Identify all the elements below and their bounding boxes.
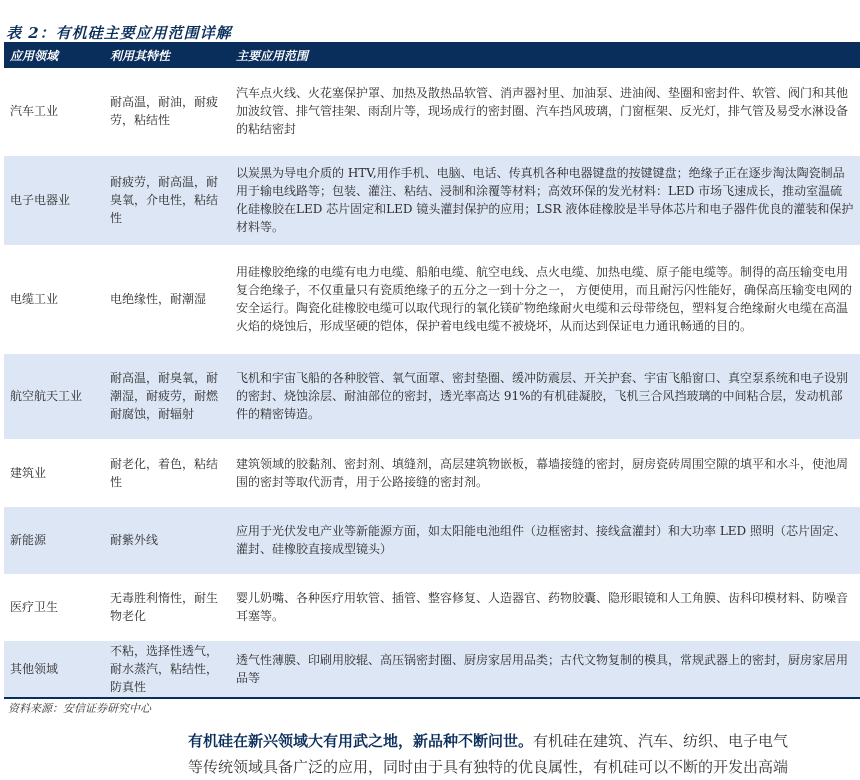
table-row bbox=[4, 439, 860, 506]
row-application: 婴儿奶嘴、各种医疗用软管、插管、整容修复、人造器官、药物胶囊、隐形眼镜和人工角膜、齿科印模材料、防噪音耳塞等。 bbox=[230, 574, 860, 640]
row-application: 以炭黑为导电介质的 HTV,用作手机、电脑、电话、传真机各种电器键盘的按键键盘；绝缘子正在逐步淘汰陶瓷制品用于输电线路等；包装、灌注、粘结、浸制和涂覆等材料；高效环保的发光材料：LED 市场飞速成长，推动室温硫化硅橡胶在LED 芯片固定和LED 镜头灌封保护的应用；LSR 液体硅橡胶是半导体芯片和电子器件优良的灌装和保护材料等。 bbox=[230, 155, 860, 245]
row-application: 汽车点火线、火花塞保护罩、加热及散热品软管、消声器衬里、加油泵、进油阀、垫圈和密封件、软管、阀门和其他加波纹管、排气管挂架、雨刮片等，现场成行的密封圈、汽车挡风玻璃，门窗框架、反光灯，排气管及易受水淋设备的粘结密封 bbox=[230, 68, 860, 155]
source-note: 资料来源：安信证券研究中心 bbox=[8, 702, 151, 715]
row-field: 汽车工业 bbox=[4, 68, 104, 155]
row-property: 电绝缘性，耐潮湿 bbox=[104, 245, 230, 353]
row-application: 飞机和宇宙飞船的各种胶管、氧气面罩、密封垫圈、缓冲防震层、开关护套、宇宙飞船窗口、真空泵系统和电子设别的密封、烧蚀涂层、耐油部位的密封，透光率高达 91%的有机硅凝胶，飞机三合风挡玻璃的中间粘合层，发动机部件的精密铸造。 bbox=[230, 353, 860, 439]
application-table bbox=[4, 42, 860, 699]
row-field: 新能源 bbox=[4, 506, 104, 574]
row-field: 其他领域 bbox=[4, 640, 104, 698]
row-application: 建筑领域的胶黏剂、密封剂、填缝剂，高层建筑物嵌板，幕墙接缝的密封，厨房瓷砖周围空隙的填平和水斗，使池周围的密封等取代沥青，用于公路接缝的密封剂。 bbox=[230, 439, 860, 506]
table-row bbox=[4, 245, 860, 353]
table-row bbox=[4, 640, 860, 698]
row-field: 电缆工业 bbox=[4, 245, 104, 353]
header-property: 利用其特性 bbox=[104, 42, 230, 68]
header-field: 应用领域 bbox=[4, 42, 104, 68]
table-header-row bbox=[4, 42, 860, 68]
table-row bbox=[4, 68, 860, 155]
row-property: 耐老化，着色，粘结性 bbox=[104, 439, 230, 506]
paragraph-text-line2: 等传统领域具备广泛的应用，同时由于具有独特的优良属性，有机硅可以不断的开发出高端 bbox=[188, 758, 789, 776]
row-application: 应用于光伏发电产业等新能源方面，如太阳能电池组件（边框密封、接线盒灌封）和大功率 LED 照明（芯片固定、灌封、硅橡胶直接成型镜头） bbox=[230, 506, 860, 574]
table-row bbox=[4, 155, 860, 245]
row-field: 航空航天工业 bbox=[4, 353, 104, 439]
row-field: 电子电器业 bbox=[4, 155, 104, 245]
row-property: 耐紫外线 bbox=[104, 506, 230, 574]
row-application: 透气性薄膜、印刷用胶辊、高压锅密封圈、厨房家居用品类；古代文物复制的模具，常规武器上的密封，厨房家居用品等 bbox=[230, 640, 860, 698]
table-row bbox=[4, 574, 860, 640]
row-property: 不粘，选择性透气，耐水蒸汽，粘结性，防真性 bbox=[104, 640, 230, 698]
row-field: 建筑业 bbox=[4, 439, 104, 506]
row-field: 医疗卫生 bbox=[4, 574, 104, 640]
paragraph-text-line1: 有机硅在建筑、汽车、纺织、电子电气 bbox=[533, 732, 789, 750]
row-property: 耐疲劳，耐高温，耐臭氧，介电性，粘结性 bbox=[104, 155, 230, 245]
paragraph-lead: 有机硅在新兴领域大有用武之地，新品种不断问世。 bbox=[188, 732, 534, 750]
table-row bbox=[4, 506, 860, 574]
row-property: 耐高温，耐臭氧，耐潮湿，耐疲劳，耐燃耐腐蚀，耐辐射 bbox=[104, 353, 230, 439]
table-row bbox=[4, 353, 860, 439]
row-property: 耐高温，耐油，耐疲劳，粘结性 bbox=[104, 68, 230, 155]
table-title: 表 2：有机硅主要应用范围详解 bbox=[6, 24, 232, 42]
row-property: 无毒胜利惰性，耐生物老化 bbox=[104, 574, 230, 640]
header-application: 主要应用范围 bbox=[230, 42, 860, 68]
body-paragraph bbox=[188, 728, 860, 780]
row-application: 用硅橡胶绝缘的电缆有电力电缆、船舶电缆、航空电线、点火电缆、加热电缆、原子能电缆等。制得的高压输变电用复合绝缘子，不仅重量只有瓷质绝缘子的五分之一到十分之一， 方便使用，而且耐污闪性能好，确保高压输变电网的安全运行。陶瓷化硅橡胶电缆可以取代现行的氧化镁矿物绝缘耐火电缆和云母带绕包，塑料复合绝缘耐火电缆在高温火焰的烧蚀后，形成坚硬的铠体，保护着电线电缆不被烧坏，从而达到保证电力通讯畅通的目的。 bbox=[230, 245, 860, 353]
